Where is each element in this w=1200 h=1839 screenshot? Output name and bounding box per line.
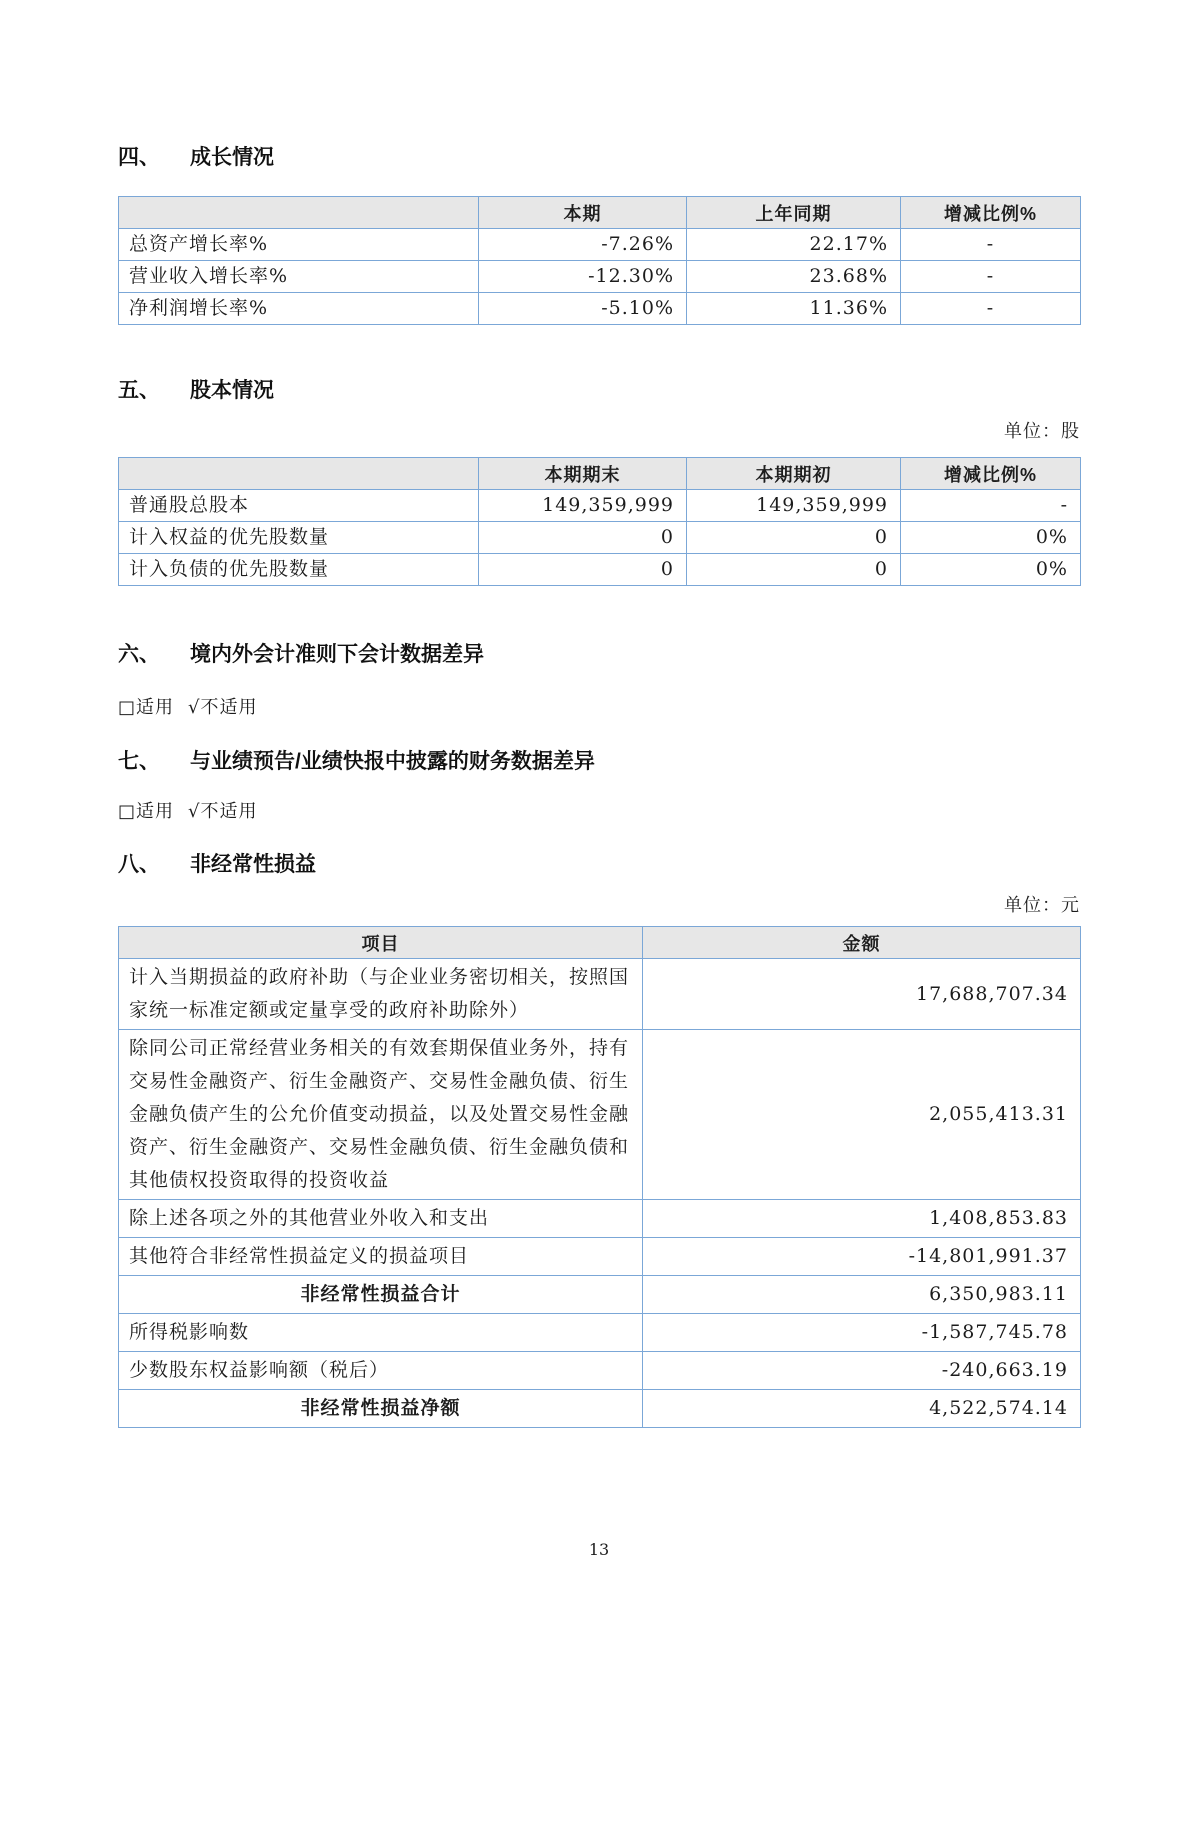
subtotal-label: 非经常性损益合计 bbox=[119, 1276, 643, 1314]
table-row-total bbox=[119, 1390, 1081, 1428]
value-current: -12.30% bbox=[479, 261, 687, 293]
value-prior: 23.68% bbox=[687, 261, 901, 293]
applicability-line bbox=[118, 800, 1080, 824]
value-change: - bbox=[901, 490, 1081, 522]
section-title: 境内外会计准则下会计数据差异 bbox=[190, 643, 484, 666]
value-change: - bbox=[901, 293, 1081, 325]
corner-cell bbox=[119, 458, 479, 490]
col-header-change: 增减比例% bbox=[901, 197, 1081, 229]
row-label: 营业收入增长率% bbox=[119, 261, 479, 293]
table-row bbox=[119, 554, 1081, 586]
section-heading-forecast-diff bbox=[118, 747, 1080, 776]
row-label: 计入权益的优先股数量 bbox=[119, 522, 479, 554]
checkbox-applicable: □适用 bbox=[118, 801, 175, 822]
check-not-applicable: √不适用 bbox=[188, 697, 258, 718]
col-header-period-end: 本期期末 bbox=[479, 458, 687, 490]
corner-cell bbox=[119, 197, 479, 229]
table-header-row bbox=[119, 458, 1081, 490]
col-header-current: 本期 bbox=[479, 197, 687, 229]
col-header-prior: 上年同期 bbox=[687, 197, 901, 229]
col-header-item: 项目 bbox=[119, 927, 643, 959]
table-header-row bbox=[119, 927, 1081, 959]
table-row bbox=[119, 522, 1081, 554]
item-label: 少数股东权益影响额（税后） bbox=[119, 1352, 643, 1390]
item-amount: 1,408,853.83 bbox=[643, 1200, 1081, 1238]
value-period-end: 149,359,999 bbox=[479, 490, 687, 522]
page-number: 13 bbox=[588, 1540, 610, 1559]
growth-table bbox=[118, 196, 1081, 325]
section-title: 与业绩预告/业绩快报中披露的财务数据差异 bbox=[190, 750, 595, 773]
unit-label-yuan: 单位：元 bbox=[1004, 895, 1080, 916]
value-period-begin: 0 bbox=[687, 554, 901, 586]
row-label: 总资产增长率% bbox=[119, 229, 479, 261]
checkbox-applicable: □适用 bbox=[118, 697, 175, 718]
col-header-amount: 金额 bbox=[643, 927, 1081, 959]
table-row bbox=[119, 1314, 1081, 1352]
row-label: 计入负债的优先股数量 bbox=[119, 554, 479, 586]
unit-label-shares: 单位：股 bbox=[1004, 421, 1080, 442]
value-change: 0% bbox=[901, 522, 1081, 554]
section-title: 股本情况 bbox=[190, 379, 274, 402]
table-row bbox=[119, 1030, 1081, 1200]
value-period-begin: 0 bbox=[687, 522, 901, 554]
table-row-subtotal bbox=[119, 1276, 1081, 1314]
document-page bbox=[0, 143, 1200, 1559]
col-header-period-begin: 本期期初 bbox=[687, 458, 901, 490]
section-number: 六、 bbox=[118, 643, 160, 666]
subtotal-amount: 6,350,983.11 bbox=[643, 1276, 1081, 1314]
section-heading-growth bbox=[118, 143, 1080, 172]
value-change: - bbox=[901, 261, 1081, 293]
value-prior: 11.36% bbox=[687, 293, 901, 325]
section-number: 四、 bbox=[118, 146, 160, 169]
value-change: 0% bbox=[901, 554, 1081, 586]
total-label: 非经常性损益净额 bbox=[119, 1390, 643, 1428]
item-label: 其他符合非经常性损益定义的损益项目 bbox=[119, 1238, 643, 1276]
col-header-change: 增减比例% bbox=[901, 458, 1081, 490]
item-amount: -1,587,745.78 bbox=[643, 1314, 1081, 1352]
check-not-applicable: √不适用 bbox=[188, 801, 258, 822]
value-change: - bbox=[901, 229, 1081, 261]
share-capital-table bbox=[118, 457, 1081, 586]
table-row bbox=[119, 229, 1081, 261]
value-prior: 22.17% bbox=[687, 229, 901, 261]
section-number: 七、 bbox=[118, 750, 160, 773]
table-header-row bbox=[119, 197, 1081, 229]
item-label: 除同公司正常经营业务相关的有效套期保值业务外，持有交易性金融资产、衍生金融资产、交易性金融负债、衍生金融负债产生的公允价值变动损益，以及处置交易性金融资产、衍生金融资产、交易性金融负债、衍生金融负债和其他债权投资取得的投资收益 bbox=[119, 1030, 643, 1200]
item-label: 计入当期损益的政府补助（与企业业务密切相关，按照国家统一标准定额或定量享受的政府补助除外） bbox=[119, 959, 643, 1030]
value-period-begin: 149,359,999 bbox=[687, 490, 901, 522]
table-row bbox=[119, 1200, 1081, 1238]
section-number: 五、 bbox=[118, 379, 160, 402]
table-row bbox=[119, 959, 1081, 1030]
item-amount: 17,688,707.34 bbox=[643, 959, 1081, 1030]
value-period-end: 0 bbox=[479, 554, 687, 586]
table-row bbox=[119, 1238, 1081, 1276]
table-row bbox=[119, 293, 1081, 325]
section-heading-non-recurring bbox=[118, 850, 1080, 879]
section-number: 八、 bbox=[118, 853, 160, 876]
section-title: 成长情况 bbox=[190, 146, 274, 169]
item-amount: -240,663.19 bbox=[643, 1352, 1081, 1390]
table-row bbox=[119, 1352, 1081, 1390]
row-label: 净利润增长率% bbox=[119, 293, 479, 325]
item-amount: -14,801,991.37 bbox=[643, 1238, 1081, 1276]
item-label: 除上述各项之外的其他营业外收入和支出 bbox=[119, 1200, 643, 1238]
total-amount: 4,522,574.14 bbox=[643, 1390, 1081, 1428]
row-label: 普通股总股本 bbox=[119, 490, 479, 522]
table-row bbox=[119, 261, 1081, 293]
section-heading-accounting-diff bbox=[118, 640, 1080, 669]
value-period-end: 0 bbox=[479, 522, 687, 554]
item-amount: 2,055,413.31 bbox=[643, 1030, 1081, 1200]
table-row bbox=[119, 490, 1081, 522]
non-recurring-table bbox=[118, 926, 1081, 1428]
value-current: -7.26% bbox=[479, 229, 687, 261]
section-heading-share-capital bbox=[118, 376, 1080, 405]
item-label: 所得税影响数 bbox=[119, 1314, 643, 1352]
section-title: 非经常性损益 bbox=[190, 853, 316, 876]
applicability-line bbox=[118, 696, 1080, 720]
value-current: -5.10% bbox=[479, 293, 687, 325]
